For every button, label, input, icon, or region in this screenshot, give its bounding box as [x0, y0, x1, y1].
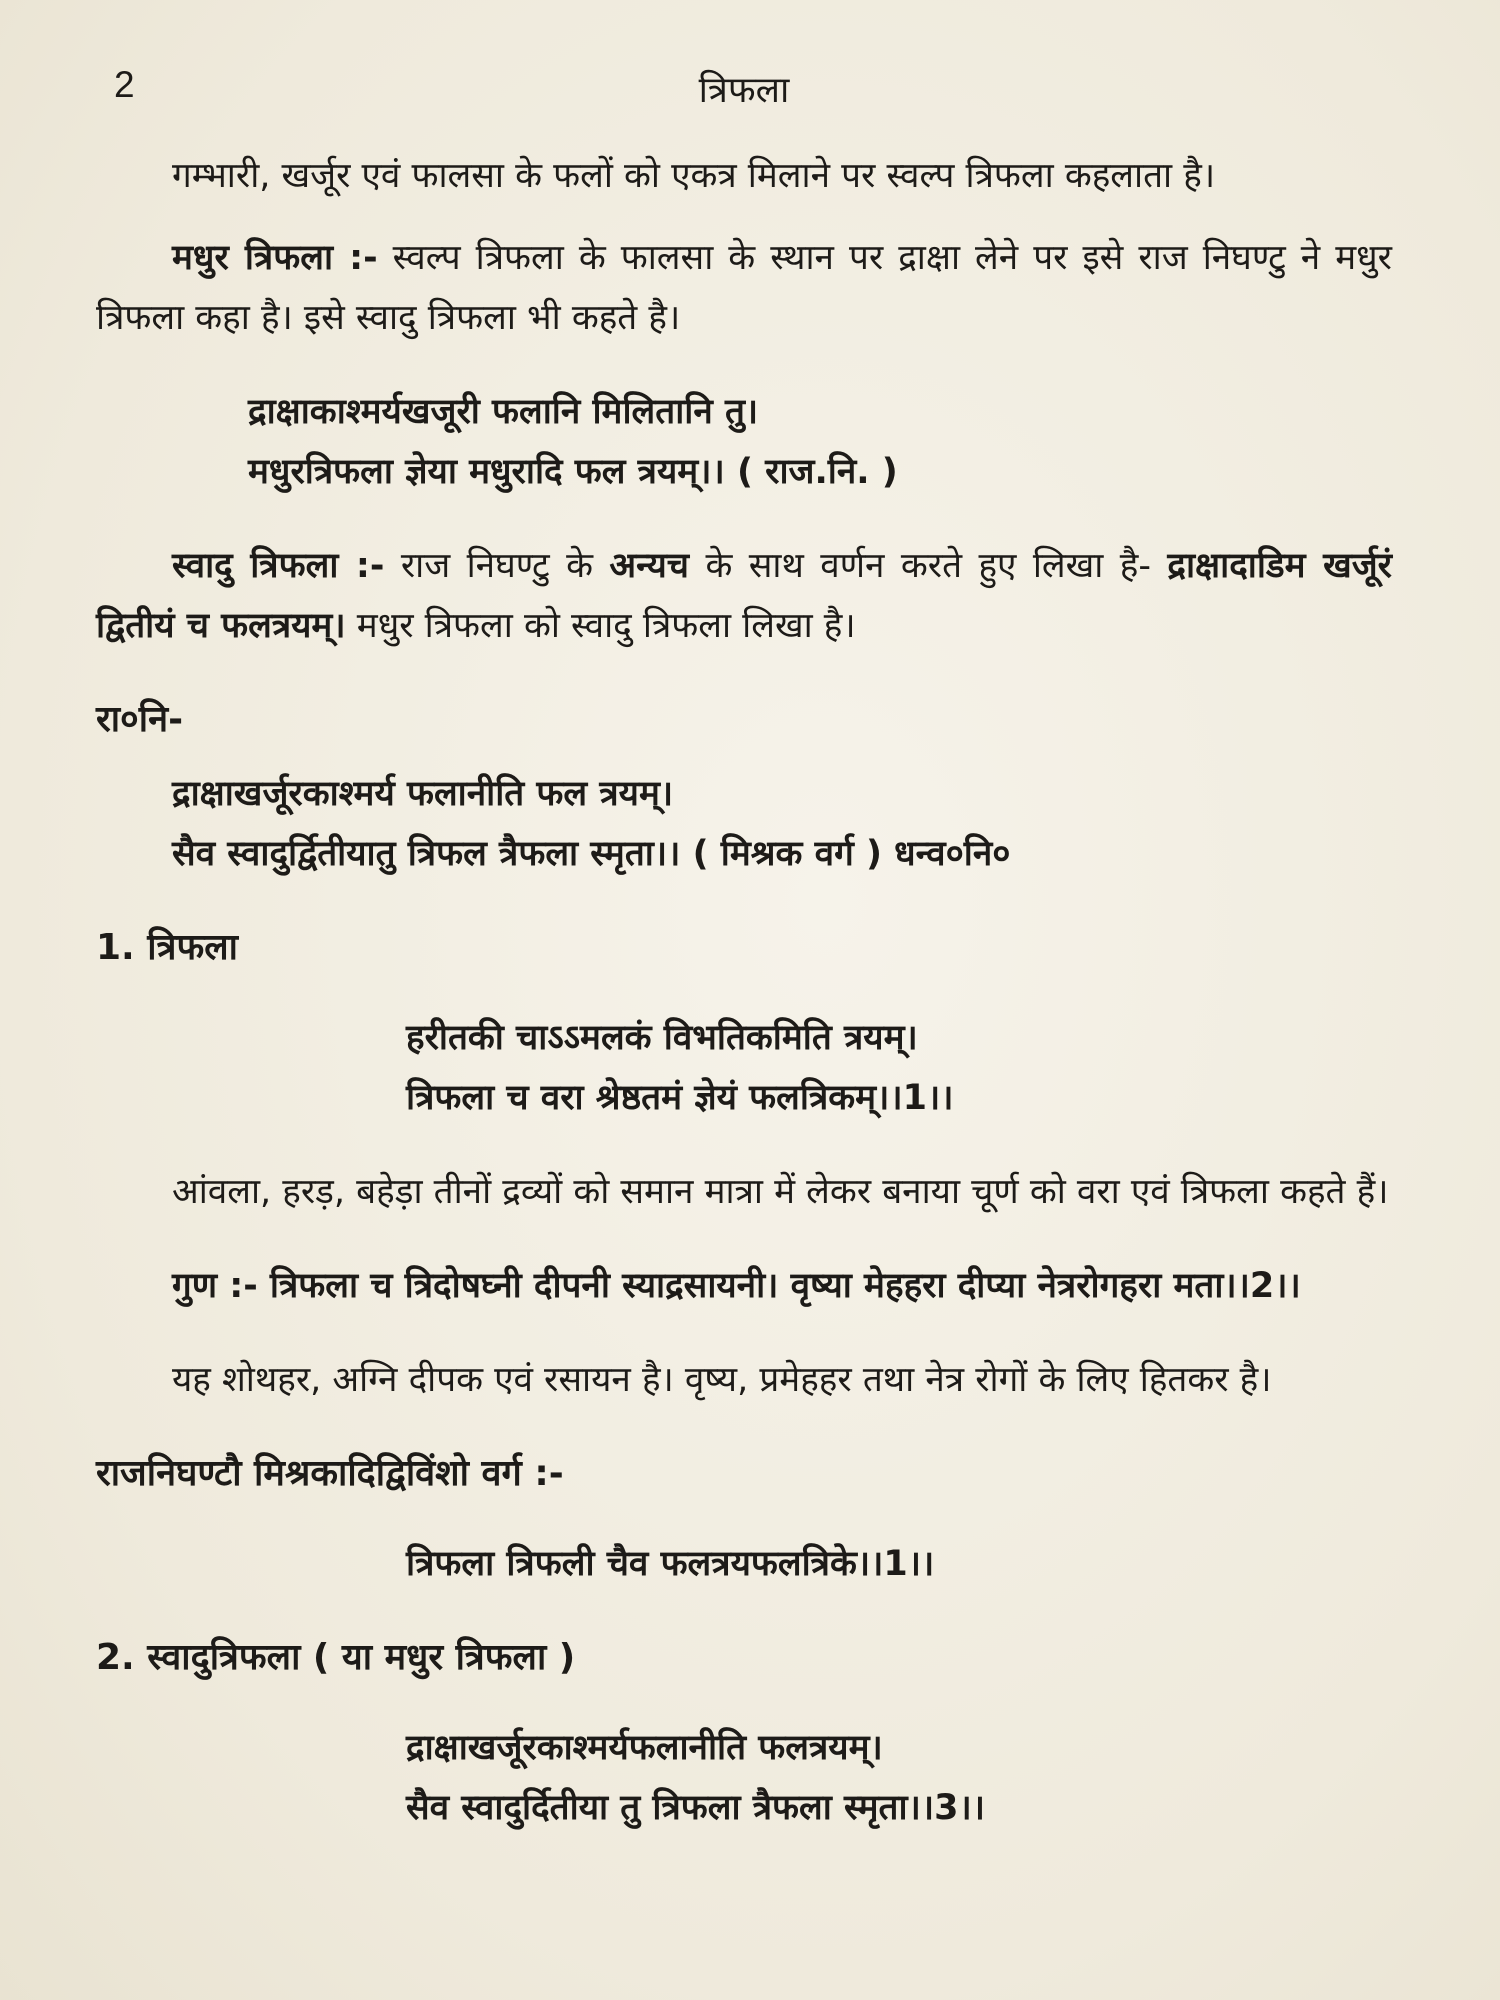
verse-line: द्राक्षाखर्जूरकाश्मर्य फलानीति फल त्रयम्। — [172, 774, 674, 814]
verse-line: त्रिफला त्रिफली चैव फलत्रयफलत्रिके।।1।। — [406, 1544, 935, 1584]
paragraph-guna: गुण :- त्रिफला च त्रिदोषघ्नी दीपनी स्याद्रसायनी। वृष्या मेहहरा दीप्या नेत्ररोगहरा मता।।2।। — [172, 1266, 1301, 1306]
page-header — [96, 64, 1392, 124]
verse-line: मधुरत्रिफला ज्ञेया मधुरादि फल त्रयम्।। ( राज.नि. ) — [248, 452, 898, 492]
text-madhur-triphala: स्वल्प त्रिफला के फालसा के स्थान पर द्राक्षा लेने पर इसे राज निघण्टु ने मधुर त्रिफला कहा है। इसे स्वादु त्रिफला भी कहते है। — [96, 238, 1392, 338]
verse-line: द्राक्षाकाश्मर्यखजूरी फलानि मिलितानि तु। — [248, 392, 759, 432]
heading-triphala: 1. त्रिफला — [96, 927, 238, 968]
paragraph-shothahar: यह शोथहर, अग्नि दीपक एवं रसायन है। वृष्य, प्रमेहहर तथा नेत्र रोगों के लिए हितकर है। — [172, 1360, 1272, 1400]
quote-draksha-dadima: द्राक्षादाडिम खर्जूरं द्वितीयं च फलत्रयम्। — [96, 546, 1392, 646]
verse-line: द्राक्षाखर्जूरकाश्मर्यफलानीति फलत्रयम्। — [406, 1728, 883, 1768]
running-title: त्रिफला — [698, 70, 790, 111]
verse-draksha-kharjur — [96, 1718, 1392, 1838]
paragraph-svadu-triphala — [96, 536, 1392, 656]
text-segment: के साथ वर्णन करते हुए लिखा है- — [689, 546, 1168, 586]
text-segment: मधुर त्रिफला को स्वादु त्रिफला लिखा है। — [345, 606, 856, 646]
verse-raj-nighantu — [96, 382, 1392, 502]
paragraph-amla-harad: आंवला, हरड़, बहेड़ा तीनों द्रव्यों को समान मात्रा में लेकर बनाया चूर्ण को वरा एवं त्रिफला कहते हैं। — [172, 1172, 1389, 1212]
heading-rani: रा०नि- — [96, 699, 184, 740]
verse-triphali — [96, 1534, 1392, 1594]
paragraph-madhur-triphala — [96, 228, 1392, 348]
verse-mishrak-varg — [96, 764, 1392, 884]
paragraph-svalpa-triphala: गम्भारी, खर्जूर एवं फालसा के फलों को एकत्र मिलाने पर स्वल्प त्रिफला कहलाता है। — [172, 156, 1216, 196]
page-number: 2 — [114, 64, 135, 105]
verse-line: सैव स्वादुर्द्वितीयातु त्रिफल त्रैफला स्मृता।। ( मिश्रक वर्ग ) धन्व०नि० — [172, 834, 1011, 874]
verse-line: त्रिफला च वरा श्रेष्ठतमं ज्ञेयं फलत्रिकम्।।1।। — [406, 1078, 954, 1118]
heading-svadu-triphala: 2. स्वादुत्रिफला ( या मधुर त्रिफला ) — [96, 1637, 576, 1678]
heading-rajnighantu: राजनिघण्टौ मिश्रकादिद्विविंशो वर्ग :- — [96, 1453, 564, 1494]
text-segment: राज निघण्टु के — [384, 546, 610, 586]
verse-line: हरीतकी चाऽऽमलकं विभतिकमिति त्रयम्। — [406, 1018, 918, 1058]
term-anyach: अन्यच — [609, 546, 690, 586]
term-madhur-triphala: मधुर त्रिफला :- — [172, 238, 378, 278]
term-svadu-triphala: स्वादु त्रिफला :- — [172, 546, 385, 586]
verse-haritaki — [96, 1008, 1392, 1128]
verse-line: सैव स्वादुर्दितीया तु त्रिफला त्रैफला स्मृता।।3।। — [406, 1788, 985, 1828]
